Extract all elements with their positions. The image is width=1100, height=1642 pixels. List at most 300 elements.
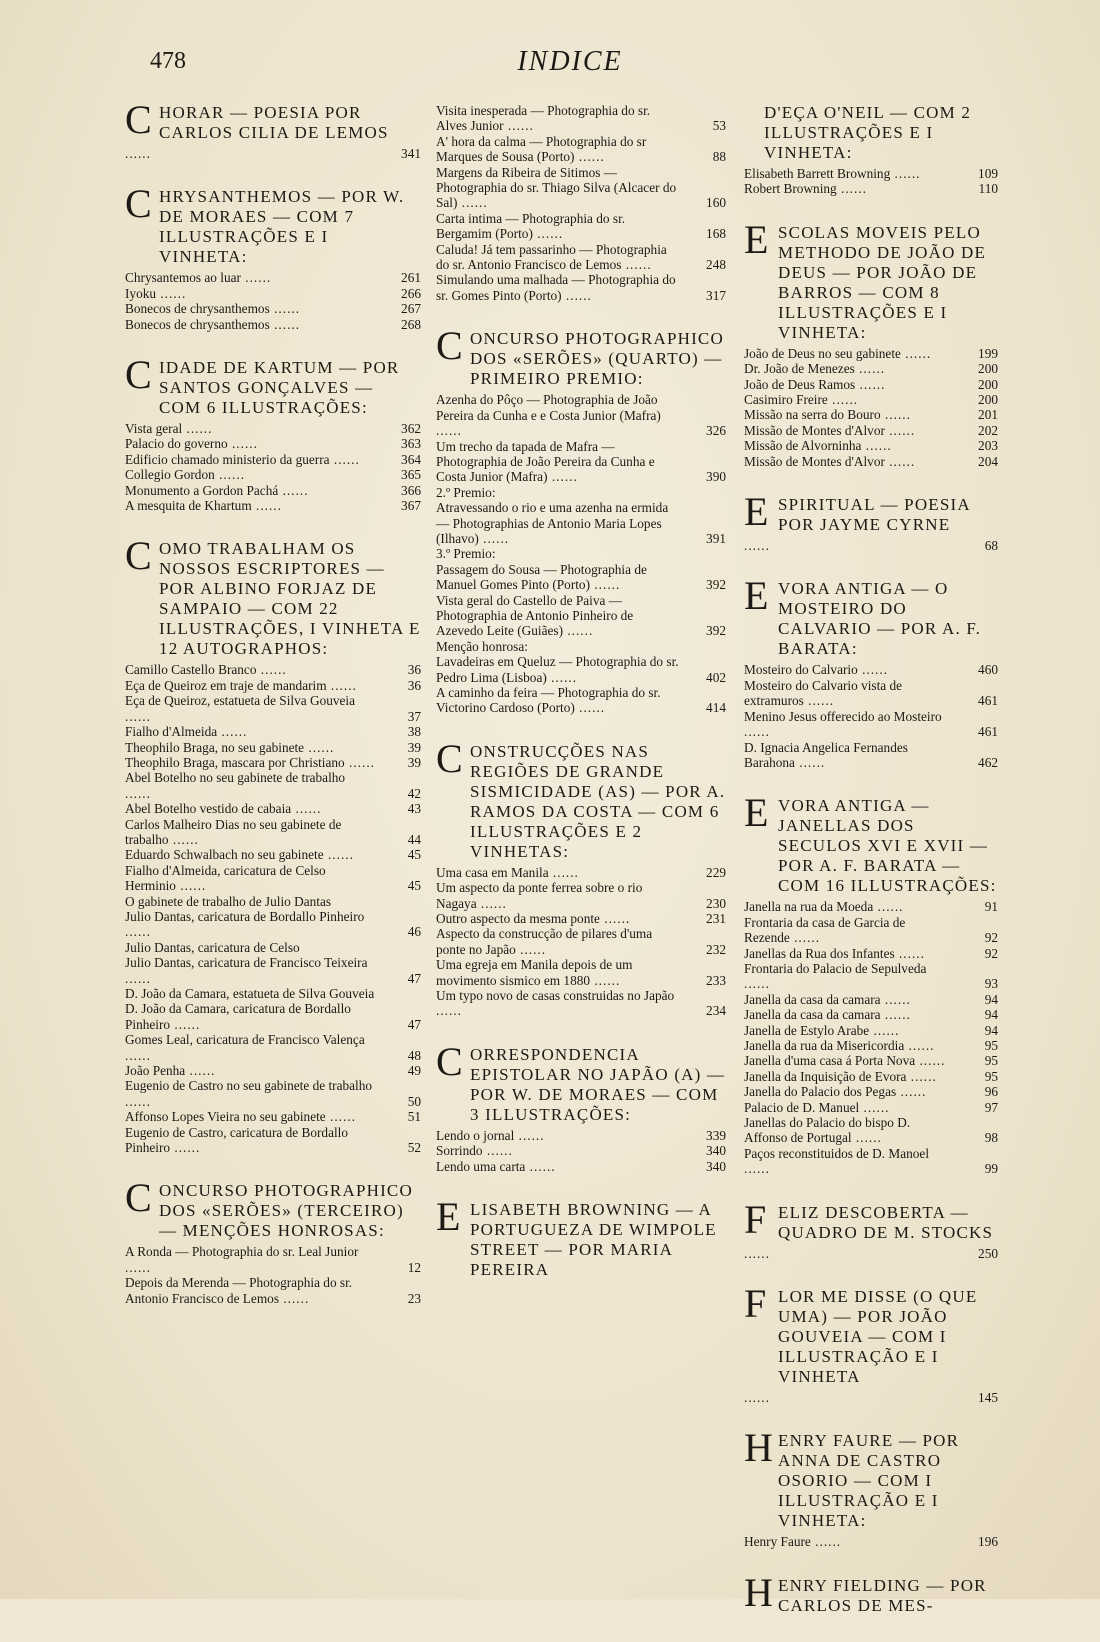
entry-title: D. Ignacia Angelica Fernandes Barahona [744, 739, 908, 770]
page-title: INDICE [517, 46, 623, 77]
index-entry [436, 593, 726, 639]
index-section [125, 181, 421, 332]
leader-dots: ...... [125, 1047, 151, 1063]
page-ref: 92 [984, 945, 998, 961]
entry-title: Eduardo Schwalbach no seu gabinete [125, 847, 324, 863]
entry-title: Janella na rua da Moeda [744, 899, 874, 915]
entry-title: Chrysantemos ao luar [125, 270, 241, 286]
leader-dots: ...... [457, 195, 488, 211]
page-ref: 52 [407, 1140, 421, 1156]
leader-dots: ...... [894, 945, 925, 961]
leader-dots: ...... [794, 754, 826, 770]
page-ref: 53 [712, 118, 726, 134]
leader-dots: ...... [476, 895, 507, 911]
page-ref: 50 [407, 1093, 421, 1109]
entry-title: D. João da Camara, estatueta de Silva Gouveia [125, 986, 375, 1001]
page-ref: 94 [984, 991, 998, 1007]
entry-title: Theophilo Braga, mascara por Christiano [125, 754, 345, 770]
entry-title: Vista geral [125, 421, 183, 437]
entry-title: Janella de Estylo Arabe [744, 1022, 870, 1038]
page-ref: 461 [978, 724, 998, 740]
entry-title: Iyoku [125, 285, 157, 301]
index-entry [744, 407, 998, 422]
index-entry [744, 1007, 998, 1022]
drop-cap: C [125, 533, 153, 579]
leader-dots: ...... [744, 1390, 770, 1406]
leader-dots: ...... [185, 1063, 216, 1079]
page-header [150, 40, 990, 80]
index-section [125, 352, 421, 514]
entry-title: Lendo uma carta [436, 1158, 526, 1174]
index-entry [744, 423, 998, 438]
page-ref: 47 [407, 970, 421, 986]
index-entry [436, 880, 726, 911]
leader-dots: ...... [515, 941, 547, 957]
index-section [436, 103, 726, 303]
index-entry [436, 639, 726, 654]
entry-title: Casimiro Freire [744, 392, 828, 408]
entry-title: Janellas da Rua dos Infantes [744, 945, 895, 961]
index-section [744, 573, 998, 770]
entry-title: O gabinete de trabalho de Julio Dantas [125, 893, 332, 909]
section-heading-text: OMO TRABALHAM OS NOSSOS ESCRIPTORES — POR ALBINO FORJAZ DE SAMPAIO — COM 22 ILLUSTRAÇÕES, I VINHETA E 12 AUTOGRAPHOS: [159, 539, 421, 659]
entry-title: Janella d'uma casa á Porta Nova [744, 1053, 916, 1069]
page-ref: 340 [706, 1158, 726, 1174]
leader-dots: ...... [546, 669, 578, 685]
entry-title: A caminho da feira — Photographia do sr. Victorino Cardoso (Porto) [436, 685, 661, 716]
leader-dots: ...... [836, 181, 867, 197]
page-ref: 45 [407, 847, 421, 863]
entry-title: Collegio Gordon [125, 467, 215, 483]
page-ref: 200 [978, 376, 998, 392]
leader-dots: ...... [789, 930, 821, 946]
section-heading [744, 1281, 998, 1387]
index-section [744, 1281, 998, 1406]
section-heading [436, 1038, 726, 1125]
index-entry [436, 911, 726, 926]
section-heading [125, 1175, 421, 1241]
entry-title: Eça de Queiroz em traje de mandarim [125, 677, 327, 693]
index-entry [125, 740, 421, 755]
index-entry [125, 770, 421, 801]
entry-title: A' hora da calma — Photographia do sr Marques de Sousa (Porto) [436, 133, 647, 165]
leader-dots: ...... [278, 482, 309, 498]
entry-title: Menino Jesus offerecido ao Mosteiro [744, 708, 942, 724]
index-section [744, 1425, 998, 1550]
page-ref: 68 [984, 538, 998, 554]
index-entry [125, 909, 421, 940]
entry-title: Sorrindo [436, 1143, 483, 1159]
entry-title: Bonecos de chrysanthemos [125, 316, 270, 332]
entry-title: Janella da Inquisição de Evora [744, 1068, 907, 1084]
section-heading [744, 489, 998, 535]
page-ref: 364 [401, 451, 421, 467]
index-entry [125, 1275, 421, 1306]
page-ref: 266 [401, 285, 421, 301]
entry-title: Fialho d'Almeida, caricatura de Celso Herminio [125, 862, 326, 894]
leader-dots: ...... [269, 316, 301, 332]
index-entry [436, 988, 726, 1019]
leader-dots: ...... [869, 1022, 900, 1038]
section-heading-text: IDADE DE KARTUM — POR SANTOS GONÇALVES — COM 6 ILLUSTRAÇÕES: [159, 358, 400, 418]
section-heading [744, 1569, 998, 1616]
leader-dots: ...... [803, 693, 835, 709]
section-heading-text: HORAR — POESIA POR CARLOS CILIA DE LEMOS [159, 103, 389, 142]
leader-dots: ...... [744, 976, 770, 992]
leader-dots: ...... [323, 847, 354, 863]
leader-dots: ...... [532, 226, 564, 242]
leader-dots: ...... [125, 708, 151, 724]
entry-title: Visita inesperada — Photographia do sr. Alves Junior [436, 103, 651, 134]
index-entry [744, 709, 998, 740]
page-ref: 392 [706, 577, 726, 593]
entry-title: Uma egreja em Manila depois de um movimento sismico em 1880 [436, 957, 633, 988]
index-entry [125, 286, 421, 301]
entry-title: Uma casa em Manila [436, 864, 549, 880]
entry-title: Monumento a Gordon Pachá [125, 482, 279, 498]
section-heading-text: ELIZ DESCOBERTA — QUADRO DE M. STOCKS [778, 1202, 994, 1242]
index-entry [125, 894, 421, 909]
section-heading-text: ONSTRUCÇÕES NAS REGIÕES DE GRANDE SISMICIDADE (AS) — POR A. RAMOS DA COSTA — COM 6 ILLUSTRAÇÕES E 2 VINHETAS: [470, 741, 726, 861]
page-ref: 402 [706, 669, 726, 685]
index-entry [744, 1084, 998, 1099]
index-entry [436, 926, 726, 957]
leader-dots: ...... [227, 436, 258, 452]
entry-title: Julio Dantas, caricatura de Celso [125, 939, 300, 955]
drop-cap: C [125, 1175, 153, 1221]
leader-dots: ...... [827, 392, 859, 408]
index-entry [436, 654, 726, 685]
entry-title: Theophilo Braga, no seu gabinete [125, 739, 305, 755]
index-entry [744, 346, 998, 361]
index-entry [744, 1146, 998, 1177]
drop-cap: E [744, 790, 770, 836]
page-ref: 248 [706, 257, 726, 273]
entry-title: Eça de Queiroz, estatueta de Silva Gouveia [125, 693, 356, 709]
page-ref: 390 [706, 469, 726, 485]
index-entry [125, 1032, 421, 1063]
section-heading [125, 97, 421, 143]
index-section [744, 1569, 998, 1616]
index-entry [125, 662, 421, 677]
entry-title: Margens da Ribeira de Sitimos — Photographia do sr. Thiago Silva (Alcacer do Sal) [436, 164, 677, 211]
leader-dots: ...... [548, 864, 579, 880]
page-ref: 98 [984, 1130, 998, 1146]
entry-title: Carlos Malheiro Dias no seu gabinete de trabalho [125, 816, 342, 847]
drop-cap: C [125, 352, 153, 398]
index-entry [436, 685, 726, 716]
leader-dots: ...... [256, 662, 287, 678]
page-ref: 230 [706, 895, 726, 911]
index-entry [125, 755, 421, 770]
index-entry [436, 439, 726, 485]
entry-title: Gomes Leal, caricatura de Francisco Valença [125, 1032, 365, 1048]
page-ref: 362 [401, 421, 421, 437]
section-heading-text: ENRY FIELDING — POR CARLOS DE MES- [778, 1575, 987, 1615]
page-ref: 39 [407, 754, 421, 770]
page-ref: 461 [978, 693, 998, 709]
drop-cap: E [744, 216, 770, 262]
page-ref: 204 [978, 453, 998, 469]
leader-dots: ...... [514, 1127, 545, 1143]
index-entry [744, 1100, 998, 1115]
index-entry [125, 301, 421, 316]
index-entry [125, 863, 421, 894]
page-ref: 36 [407, 662, 421, 678]
index-entry [744, 181, 998, 196]
section-heading-text: HRYSANTHEMOS — POR W. DE MORAES — COM 7 ILLUSTRAÇÕES E I VINHETA: [159, 187, 405, 267]
index-entry [744, 946, 998, 961]
entry-title: Janella da casa da camara [744, 1007, 881, 1023]
page-ref: 202 [978, 422, 998, 438]
index-entry [125, 1078, 421, 1109]
index-entry [436, 134, 726, 165]
entry-title: Henry Faure [744, 1534, 811, 1550]
section-heading-text: SPIRITUAL — POESIA POR JAYME CYRNE [778, 495, 970, 535]
section-heading [125, 352, 421, 418]
section-heading-text: LISABETH BROWNING — A PORTUGUEZA DE WIMPOLE STREET — POR MARIA PEREIRA [470, 1200, 717, 1280]
leader-dots: ...... [344, 754, 375, 770]
page-ref: 250 [978, 1245, 998, 1261]
entry-title: Mosteiro do Calvario vista de extramuros [744, 677, 903, 709]
entry-title: A mesquita de Khartum [125, 498, 252, 514]
section-heading-text: ONCURSO PHOTOGRAPHICO DOS «SERÕES» (TERCEIRO) — MENÇÕES HONROSAS: [159, 1181, 413, 1241]
section-heading-text: LOR ME DISSE (O QUE UMA) — POR JOÃO GOUVEIA — COM I ILLUSTRAÇÃO E I VINHETA [778, 1287, 978, 1387]
index-entry [744, 1053, 998, 1068]
page-ref: 199 [978, 345, 998, 361]
page-ref: 38 [407, 724, 421, 740]
leader-dots: ...... [563, 623, 594, 639]
page-ref: 51 [407, 1109, 421, 1125]
leader-dots: ...... [744, 538, 770, 554]
entry-title: Frontaria da casa de Garcia de Rezende [744, 914, 906, 946]
leader-dots: ...... [904, 1037, 935, 1053]
leader-dots: ...... [240, 270, 272, 286]
leader-dots: ...... [279, 1290, 310, 1306]
index-entry [744, 361, 998, 376]
index-entry [744, 166, 998, 181]
entry-title: Robert Browning [744, 181, 837, 197]
entry-title: Lendo o jornal [436, 1127, 515, 1143]
page-ref: 91 [984, 899, 998, 915]
section-heading [744, 790, 998, 896]
page-ref: 233 [706, 972, 726, 988]
leader-dots: ...... [478, 530, 510, 546]
index-entry [744, 678, 998, 709]
entry-title: Missão de Montes d'Alvor [744, 422, 885, 438]
page-ref: 391 [706, 530, 726, 546]
leader-dots: ...... [547, 469, 578, 485]
index-section [744, 489, 998, 554]
section-heading-text: D'EÇA O'NEIL — COM 2 ILLUSTRAÇÕES E I VINHETA: [764, 103, 972, 162]
page-ref: 94 [984, 1007, 998, 1023]
page-ref: 97 [984, 1099, 998, 1115]
leader-dots: ...... [436, 1003, 462, 1019]
leader-dots: ...... [880, 407, 911, 423]
index-entry [125, 421, 421, 436]
section-heading [744, 103, 998, 163]
index-entry [744, 1115, 998, 1146]
section-heading [744, 573, 998, 659]
page-ref: 92 [984, 930, 998, 946]
leader-dots: ...... [175, 878, 207, 894]
index-entry [744, 915, 998, 946]
drop-cap: E [744, 489, 770, 535]
index-entry [436, 500, 726, 546]
leader-dots: ...... [125, 924, 151, 940]
page-ref: 365 [401, 467, 421, 483]
leader-dots: ...... [859, 1099, 890, 1115]
page-ref: 340 [706, 1143, 726, 1159]
leader-dots: ...... [217, 724, 248, 740]
page-ref: 45 [407, 878, 421, 894]
leader-dots: ...... [125, 785, 151, 801]
index-entry [125, 1063, 421, 1078]
leader-dots: ...... [855, 376, 886, 392]
drop-cap: C [125, 181, 153, 227]
index-column-2 [436, 103, 726, 1306]
index-entry [744, 454, 998, 469]
entry-title: Azenha do Pôço — Photographia de João Pereira da Cunha e e Costa Junior (Mafra) [436, 392, 661, 423]
index-entry [125, 817, 421, 848]
page-ref: 234 [706, 1003, 726, 1019]
page-ref: 196 [978, 1534, 998, 1550]
index-section [744, 790, 998, 1177]
page-ref: 95 [984, 1037, 998, 1053]
page-ref: 268 [401, 316, 421, 332]
entry-title: D. João da Camara, caricatura de Bordallo Pinheiro [125, 1001, 351, 1032]
entry-title: Palacio de D. Manuel [744, 1099, 860, 1115]
page-ref: 168 [706, 226, 726, 242]
section-heading [744, 216, 998, 343]
leader-dots: ...... [125, 146, 151, 161]
entry-title: Frontaria do Palacio de Sepulveda [744, 960, 927, 976]
leader-dots: ...... [884, 422, 916, 438]
entry-title: Outro aspecto da mesma ponte [436, 911, 600, 927]
leader-dots: ...... [854, 361, 886, 377]
page-ref: 48 [407, 1047, 421, 1063]
page-ref: 200 [978, 392, 998, 408]
leader-dots: ...... [590, 577, 621, 593]
drop-cap: H [744, 1569, 775, 1615]
leader-dots: ...... [857, 662, 889, 678]
entry-title: Janella da rua da Misericordia [744, 1037, 905, 1053]
entry-title: Palacio do governo [125, 436, 228, 452]
page-ref: 49 [407, 1063, 421, 1079]
index-section [744, 1196, 998, 1261]
leader-dots: ...... [251, 498, 282, 514]
index-entry [436, 242, 726, 273]
leader-dots: ...... [900, 345, 932, 361]
entry-title: Mosteiro do Calvario [744, 662, 858, 678]
leader-dots: ...... [915, 1053, 946, 1069]
page-ref: 12 [407, 1259, 421, 1275]
index-entry [744, 538, 998, 553]
index-entry [436, 165, 726, 211]
index-entry [436, 1159, 726, 1174]
leader-dots: ...... [325, 1109, 356, 1125]
entry-title: Camillo Castello Branco [125, 662, 257, 678]
index-entry [125, 1244, 421, 1275]
section-heading-text: ORRESPONDENCIA EPISTOLAR NO JAPÃO (A) — POR W. DE MORAES — COM 3 ILLUSTRAÇÕES: [470, 1044, 726, 1124]
section-heading [125, 533, 421, 659]
leader-dots: ...... [329, 451, 360, 467]
page-ref: 414 [706, 700, 726, 716]
section-heading-text: VORA ANTIGA — JANELLAS DOS SECULOS XVI E XVII — POR A. F. BARATA — COM 16 ILLUSTRAÇÕES: [778, 796, 997, 896]
page-ref: 145 [978, 1390, 998, 1406]
drop-cap: F [744, 1196, 768, 1242]
index-section [436, 1194, 726, 1280]
leader-dots: ...... [525, 1158, 556, 1174]
page-ref: 267 [401, 301, 421, 317]
index-entry [744, 961, 998, 992]
index-entry [125, 467, 421, 482]
index-entry [744, 662, 998, 677]
leader-dots: ...... [590, 972, 621, 988]
page-ref: 201 [978, 407, 998, 423]
page-ref: 160 [706, 195, 726, 211]
leader-dots: ...... [744, 1161, 770, 1177]
index-column-1 [125, 97, 421, 1332]
section-heading [744, 1425, 998, 1531]
leader-dots: ...... [744, 724, 770, 740]
page-ref: 39 [407, 739, 421, 755]
section-heading [125, 181, 421, 267]
leader-dots: ...... [503, 118, 534, 134]
index-entry [436, 485, 726, 500]
page-ref: 36 [407, 677, 421, 693]
section-heading-text: VORA ANTIGA — O MOSTEIRO DO CALVARIO — POR A. F. BARATA: [778, 579, 982, 659]
index-entry [436, 211, 726, 242]
index-entry [125, 955, 421, 986]
leader-dots: ...... [599, 911, 631, 927]
page-ref: 47 [407, 1016, 421, 1032]
page-ref: 88 [712, 149, 726, 165]
entry-title: 3.º Premio: [436, 546, 496, 562]
page-ref: 392 [706, 623, 726, 639]
entry-title: Menção honrosa: [436, 638, 528, 654]
entry-title: Carta intima — Photographia do sr. Bergamim (Porto) [436, 210, 626, 242]
entry-title: Abel Botelho no seu gabinete de trabalho [125, 770, 346, 786]
entry-title: João de Deus no seu gabinete [744, 345, 901, 361]
leader-dots: ...... [291, 801, 322, 817]
entry-title: Affonso Lopes Vieira no seu gabinete [125, 1109, 326, 1125]
index-entry [125, 1001, 421, 1032]
page-ref: 93 [984, 976, 998, 992]
index-entry [744, 740, 998, 771]
entry-title: Um typo novo de casas construidas no Japão [436, 988, 675, 1004]
index-entry [744, 1069, 998, 1084]
page-ref: 367 [401, 498, 421, 514]
entry-title: Elisabeth Barrett Browning [744, 166, 891, 181]
section-heading [436, 735, 726, 862]
section-heading [436, 1194, 726, 1280]
page-ref: 44 [407, 831, 421, 847]
index-entry [436, 272, 726, 303]
section-heading [744, 1196, 998, 1243]
index-entry [744, 1390, 998, 1405]
entry-title: Missão na serra do Bouro [744, 407, 881, 423]
entry-title: João de Deus Ramos [744, 376, 856, 392]
drop-cap: C [436, 735, 464, 781]
leader-dots: ...... [574, 700, 606, 716]
section-heading [436, 323, 726, 389]
drop-cap: C [436, 1038, 464, 1084]
index-entry [125, 270, 421, 285]
page-ref: 42 [407, 785, 421, 801]
index-entry [125, 986, 421, 1001]
page-ref: 462 [978, 754, 998, 770]
